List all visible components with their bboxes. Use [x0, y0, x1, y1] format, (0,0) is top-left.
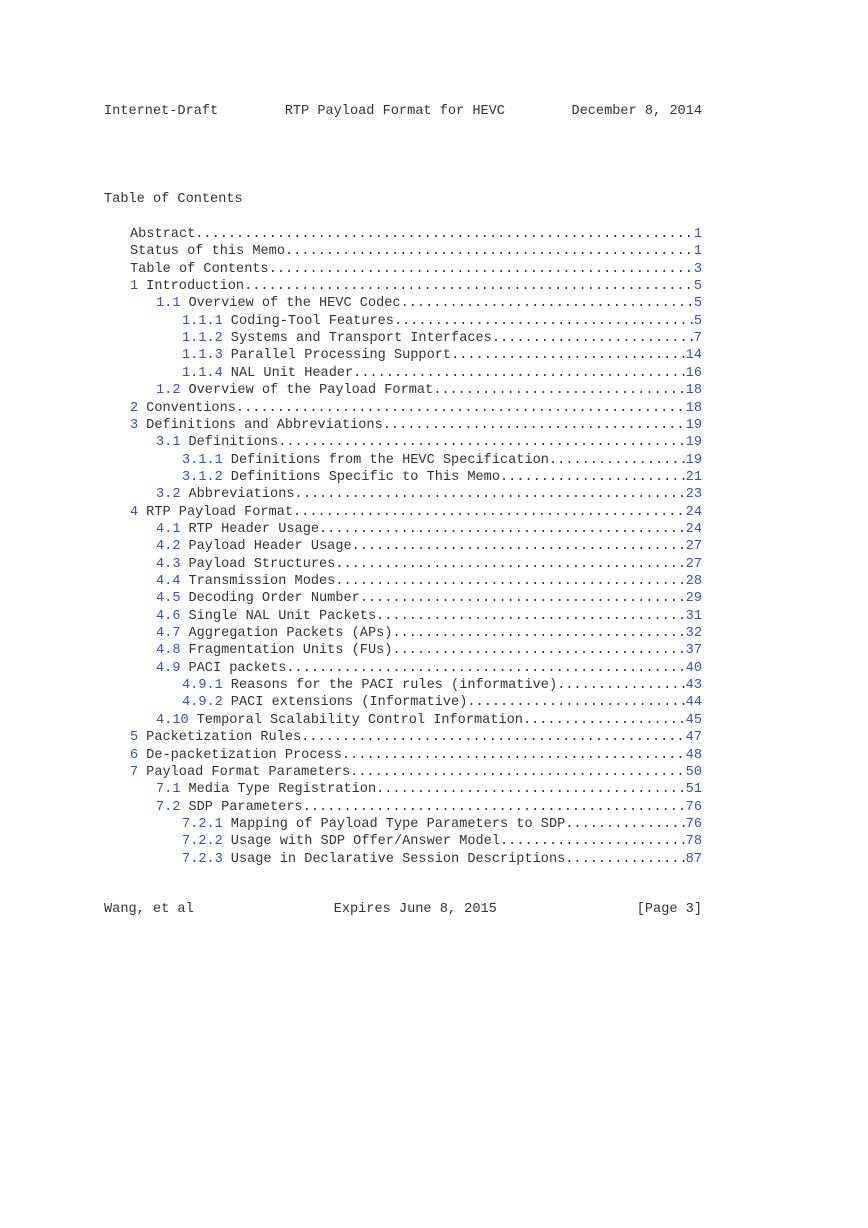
toc-entry-line	[182, 365, 702, 383]
header-date: December 8, 2014	[571, 104, 702, 119]
toc-section-number-link[interactable]: 4.1	[156, 521, 181, 537]
toc-section-number-link[interactable]: 6	[130, 747, 139, 763]
toc-entry[interactable]	[0, 382, 868, 400]
toc-page-link[interactable]: 43	[685, 678, 702, 694]
toc-section-number-link[interactable]: 1.1.1	[182, 313, 223, 329]
toc-section-number-link[interactable]: 3.2	[156, 487, 181, 503]
toc-page-link[interactable]: 78	[685, 834, 702, 850]
toc-entry[interactable]	[0, 729, 868, 747]
toc-leader-dots	[269, 261, 694, 279]
toc-section-title: Decoding Order Number	[188, 591, 360, 607]
toc-section-title: SDP Parameters	[188, 799, 303, 815]
toc-leader-dots	[335, 556, 685, 574]
toc-page-link[interactable]: 18	[685, 400, 702, 416]
toc-section-title: Coding-Tool Features	[230, 313, 394, 329]
toc-entry-line	[182, 816, 702, 834]
toc-entry-line	[130, 747, 702, 765]
toc-page-link[interactable]: 5	[693, 313, 702, 329]
toc-leader-dots	[549, 452, 686, 470]
toc-section-number-link[interactable]: 1	[130, 279, 139, 295]
toc-section-title: Fragmentation Units (FUs)	[188, 643, 393, 659]
toc-entry[interactable]	[0, 851, 868, 869]
toc-section-number-link[interactable]: 7.2.1	[182, 816, 223, 832]
toc-section-number-link[interactable]: 3.1.2	[182, 469, 223, 485]
toc-entry[interactable]	[0, 538, 868, 556]
page-header	[104, 103, 702, 121]
toc-section-title: Mapping of Payload Type Parameters to SDP	[230, 816, 566, 832]
toc-entry-line	[156, 642, 702, 660]
toc-section-title: Abbreviations	[188, 487, 295, 503]
toc-entry-line	[156, 521, 702, 539]
toc-leader-dots	[451, 347, 686, 365]
toc-section-title: Single NAL Unit Packets	[188, 608, 377, 624]
toc-section-number-link[interactable]: 1.1.4	[182, 365, 223, 381]
toc-page-link[interactable]: 1	[693, 227, 702, 242]
toc-entry-line	[156, 486, 702, 504]
toc-page-link[interactable]: 37	[685, 643, 702, 659]
toc-entry[interactable]	[0, 347, 868, 365]
toc-entry[interactable]	[0, 694, 868, 712]
toc-leader-dots	[392, 625, 685, 643]
toc-entry-line	[130, 417, 702, 435]
toc-page-link[interactable]: 32	[685, 626, 702, 642]
toc-entry[interactable]	[0, 434, 868, 452]
toc-entry-line	[156, 660, 702, 678]
toc-entry[interactable]	[0, 243, 868, 261]
toc-section-number-link[interactable]: 2	[130, 400, 139, 416]
toc-leader-dots	[353, 365, 686, 383]
toc-page-link[interactable]: 50	[685, 764, 702, 780]
toc-entry[interactable]	[0, 400, 868, 418]
toc-section-title: NAL Unit Header	[230, 365, 354, 381]
toc-leader-dots	[492, 330, 694, 348]
toc-entry[interactable]	[0, 417, 868, 435]
toc-leader-dots	[301, 729, 686, 747]
toc-entry-line	[156, 434, 702, 452]
toc-entry-line	[182, 833, 702, 851]
toc-page-link[interactable]: 27	[685, 556, 702, 572]
toc-entry-line	[130, 504, 702, 522]
toc-page-link[interactable]: 18	[685, 383, 702, 399]
toc-entry-line	[156, 556, 702, 574]
toc-section-number-link[interactable]: 4.9.1	[182, 678, 223, 694]
toc-entry[interactable]	[0, 642, 868, 660]
toc-entry[interactable]	[0, 677, 868, 695]
toc-section-number-link[interactable]: 5	[130, 730, 139, 746]
toc-leader-dots	[376, 781, 686, 799]
toc-entry-line	[182, 677, 702, 695]
toc-section-number-link[interactable]: 4.6	[156, 608, 181, 624]
toc-leader-dots	[360, 590, 686, 608]
toc-page-link[interactable]: 51	[685, 782, 702, 798]
toc-entry-line	[156, 382, 702, 400]
toc-page-link[interactable]: 45	[685, 712, 702, 728]
toc-section-title: Systems and Transport Interfaces	[230, 331, 492, 347]
toc-leader-dots	[376, 608, 686, 626]
toc-section-number-link[interactable]: 3	[130, 417, 139, 433]
toc-entry-line	[130, 261, 702, 279]
toc-entry[interactable]	[0, 452, 868, 470]
toc-entry-line	[182, 330, 702, 348]
toc-entry-line	[156, 538, 702, 556]
toc-leader-dots	[392, 642, 685, 660]
toc-entry-line	[130, 764, 702, 782]
toc-leader-dots	[523, 712, 686, 730]
toc-entry[interactable]	[0, 226, 868, 244]
toc-leader-dots	[433, 382, 685, 400]
toc-section-title: Payload Structures	[188, 556, 336, 572]
toc-section-number-link[interactable]: 4	[130, 504, 139, 520]
toc-section-title: Definitions	[188, 435, 279, 451]
toc-entry-line	[130, 729, 702, 747]
toc-leader-dots	[335, 573, 685, 591]
toc-entry-line	[182, 347, 702, 365]
toc-section-title: RTP Payload Format	[146, 504, 294, 520]
toc-section-title: PACI packets	[188, 660, 287, 676]
toc-page-link[interactable]: 48	[685, 747, 702, 763]
toc-section-number-link[interactable]: 4.2	[156, 539, 181, 555]
toc-entry-line	[156, 625, 702, 643]
toc-entry[interactable]	[0, 660, 868, 678]
toc-page-link[interactable]: 7	[693, 331, 702, 347]
toc-page-link[interactable]: 5	[693, 296, 702, 312]
toc-section-title: De-packetization Process	[146, 747, 342, 763]
toc-section-number-link[interactable]: 4.8	[156, 643, 181, 659]
toc-leader-dots	[195, 226, 694, 244]
toc-entry[interactable]	[0, 833, 868, 851]
toc-entry[interactable]	[0, 625, 868, 643]
toc-section-title: Conventions	[146, 400, 236, 416]
toc-entry-line	[156, 590, 702, 608]
toc-section-title: Abstract	[130, 227, 196, 242]
toc-section-title: Aggregation Packets (APs)	[188, 626, 393, 642]
toc-leader-dots	[557, 677, 686, 695]
toc-leader-dots	[278, 434, 685, 452]
toc-entry[interactable]	[0, 261, 868, 279]
toc-entry[interactable]	[0, 486, 868, 504]
toc-section-title: Table of Contents	[130, 261, 269, 277]
toc-page-link[interactable]: 3	[693, 261, 702, 277]
toc-leader-dots	[293, 504, 686, 522]
toc-page-link[interactable]: 16	[685, 365, 702, 381]
toc-entry-line	[156, 573, 702, 591]
toc-page-link[interactable]: 47	[685, 730, 702, 746]
toc-entry-line	[156, 712, 702, 730]
toc-section-title: Overview of the HEVC Codec	[188, 296, 401, 312]
toc-entry-line	[182, 851, 702, 869]
toc-entry[interactable]	[0, 278, 868, 296]
toc-leader-dots	[401, 295, 694, 313]
toc-section-number-link[interactable]: 4.9.2	[182, 695, 223, 711]
toc-section-number-link[interactable]: 4.4	[156, 574, 181, 589]
toc-page-link[interactable]: 1	[693, 244, 702, 260]
toc-entry-line	[156, 799, 702, 817]
toc-page-link[interactable]: 19	[685, 435, 702, 451]
toc-entry-line	[182, 313, 702, 331]
toc-entry[interactable]	[0, 469, 868, 487]
header-title: RTP Payload Format for HEVC	[284, 104, 505, 119]
footer-page-number: [Page 3]	[636, 902, 702, 917]
toc-section-title: Introduction	[146, 279, 245, 295]
toc-entry-line	[156, 295, 702, 313]
toc-page-link[interactable]: 24	[685, 504, 702, 520]
toc-entry-line	[156, 781, 702, 799]
toc-entry[interactable]	[0, 313, 868, 331]
toc-page-link[interactable]: 76	[685, 799, 702, 815]
toc-entry-line	[182, 694, 702, 712]
toc-entry[interactable]	[0, 295, 868, 313]
toc-entry[interactable]	[0, 330, 868, 348]
toc-section-number-link[interactable]: 7.2	[156, 799, 181, 815]
toc-page-link[interactable]: 76	[685, 816, 702, 832]
toc-section-number-link[interactable]: 3.1	[156, 435, 181, 451]
toc-page-link[interactable]: 40	[685, 660, 702, 676]
toc-section-title: Usage with SDP Offer/Answer Model	[230, 834, 500, 850]
toc-section-title: Parallel Processing Support	[230, 348, 452, 364]
toc-entry-line	[156, 608, 702, 626]
toc-entry[interactable]	[0, 816, 868, 834]
toc-section-number-link[interactable]: 1.1.2	[182, 331, 223, 347]
toc-entry[interactable]	[0, 556, 868, 574]
toc-page-link[interactable]: 14	[685, 348, 702, 364]
toc-leader-dots	[236, 400, 686, 418]
toc-entry-line	[130, 243, 702, 261]
toc-page-link[interactable]: 23	[685, 487, 702, 503]
footer-authors: Wang, et al	[104, 902, 194, 917]
toc-entry[interactable]	[0, 712, 868, 730]
toc-entry[interactable]	[0, 608, 868, 626]
toc-section-number-link[interactable]: 7.2.2	[182, 834, 223, 850]
toc-entry[interactable]	[0, 747, 868, 765]
toc-section-title: Definitions and Abbreviations	[146, 417, 383, 433]
toc-page-link[interactable]: 21	[685, 469, 702, 485]
toc-leader-dots	[244, 278, 694, 296]
toc-section-number-link[interactable]: 4.5	[156, 591, 181, 607]
toc-section-title: Overview of the Payload Format	[188, 383, 434, 399]
toc-page-link[interactable]: 28	[685, 574, 702, 589]
toc-page-link[interactable]: 5	[693, 279, 702, 295]
toc-entry-line	[182, 469, 702, 487]
toc-entry[interactable]	[0, 799, 868, 817]
footer-expiry: Expires June 8, 2015	[333, 902, 497, 917]
toc-leader-dots	[565, 816, 685, 834]
toc-leader-dots	[500, 833, 686, 851]
toc-section-number-link[interactable]: 7	[130, 764, 139, 780]
toc-page-link[interactable]: 24	[685, 521, 702, 537]
page-footer	[104, 901, 702, 919]
toc-page-link[interactable]: 27	[685, 539, 702, 555]
toc-page-link[interactable]: 19	[685, 417, 702, 433]
toc-leader-dots	[285, 243, 694, 261]
toc-section-title: Media Type Registration	[188, 782, 377, 798]
toc-leader-dots	[295, 486, 686, 504]
toc-page-link[interactable]: 87	[685, 851, 702, 867]
toc-entry-line	[130, 226, 702, 244]
toc-section-title: Temporal Scalability Control Information	[196, 712, 523, 728]
toc-section-number-link[interactable]: 3.1.1	[182, 452, 223, 468]
toc-leader-dots	[383, 417, 686, 435]
toc-section-number-link[interactable]: 4.10	[156, 712, 189, 728]
toc-section-title: Status of this Memo	[130, 244, 285, 260]
toc-section-title: Definitions from the HEVC Specification	[230, 452, 549, 468]
toc-leader-dots	[303, 799, 686, 817]
toc-section-number-link[interactable]: 1.2	[156, 383, 181, 399]
toc-leader-dots	[286, 660, 685, 678]
toc-section-title: Reasons for the PACI rules (informative)	[230, 678, 558, 694]
toc-page-link[interactable]: 19	[685, 452, 702, 468]
toc-entry[interactable]	[0, 764, 868, 782]
toc-leader-dots	[565, 851, 685, 869]
toc-entry-line	[130, 278, 702, 296]
toc-section-title: PACI extensions (Informative)	[230, 695, 468, 711]
toc-section-number-link[interactable]: 4.9	[156, 660, 181, 676]
toc-entry[interactable]	[0, 590, 868, 608]
toc-section-title: Transmission Modes	[188, 574, 336, 589]
toc-leader-dots	[342, 747, 686, 765]
toc-entry-line	[130, 400, 702, 418]
toc-section-title: Usage in Declarative Session Descriptions	[230, 851, 566, 867]
toc-entry[interactable]	[0, 573, 868, 591]
toc-leader-dots	[352, 538, 686, 556]
header-left: Internet-Draft	[104, 104, 219, 119]
toc-leader-dots	[394, 313, 694, 331]
toc-leader-dots	[350, 764, 686, 782]
toc-section-title: RTP Header Usage	[188, 521, 320, 537]
toc-section-title: Packetization Rules	[146, 730, 302, 746]
toc-section-number-link[interactable]: 4.3	[156, 556, 181, 572]
toc-leader-dots	[319, 521, 686, 539]
toc-page-link[interactable]: 29	[685, 591, 702, 607]
toc-section-number-link[interactable]: 4.7	[156, 626, 181, 642]
toc-page-link[interactable]: 44	[685, 695, 702, 711]
toc-section-number-link[interactable]: 7.1	[156, 782, 181, 798]
toc-page-link[interactable]: 31	[685, 608, 702, 624]
toc-entry[interactable]	[0, 781, 868, 799]
toc-heading: Table of Contents	[104, 192, 243, 207]
toc-entry[interactable]	[0, 504, 868, 522]
toc-section-title: Payload Format Parameters	[146, 764, 351, 780]
toc-entry[interactable]	[0, 521, 868, 539]
toc-leader-dots	[467, 694, 685, 712]
toc-entry-line	[182, 452, 702, 470]
toc-entry[interactable]	[0, 365, 868, 383]
toc-section-title: Definitions Specific to This Memo	[230, 469, 500, 485]
toc-leader-dots	[500, 469, 686, 487]
toc-section-number-link[interactable]: 1.1	[156, 296, 181, 312]
toc-section-title: Payload Header Usage	[188, 539, 352, 555]
toc-section-number-link[interactable]: 7.2.3	[182, 851, 223, 867]
toc-section-number-link[interactable]: 1.1.3	[182, 348, 223, 364]
